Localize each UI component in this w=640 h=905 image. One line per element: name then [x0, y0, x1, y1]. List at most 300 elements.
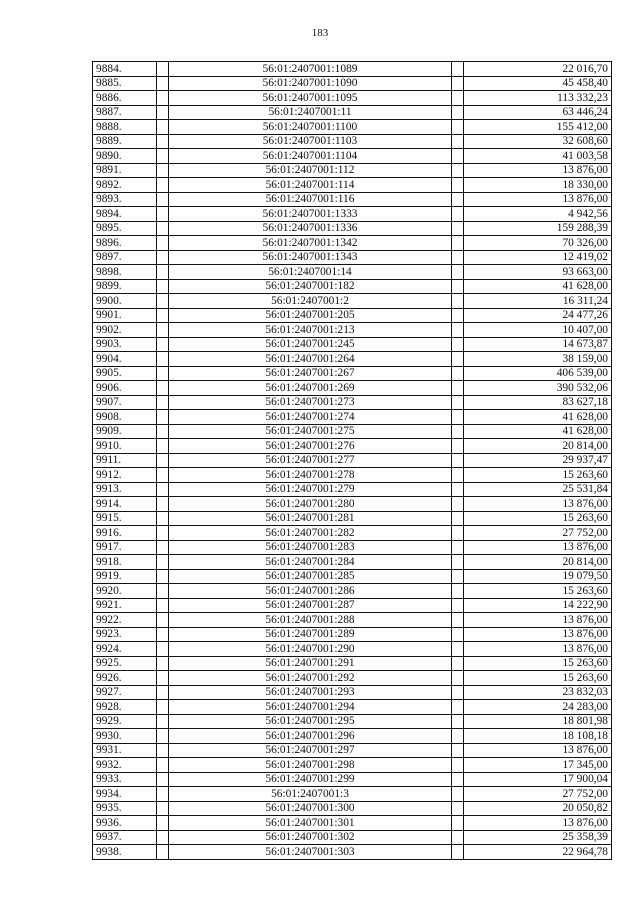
row-number-cell: 9902. [93, 323, 157, 338]
column-gap [157, 250, 169, 265]
table-row [93, 685, 612, 700]
column-gap [452, 801, 464, 816]
column-gap [452, 381, 464, 396]
cadastral-value-cell: 10 407,00 [464, 323, 612, 338]
row-number-cell: 9921. [93, 598, 157, 613]
column-gap [157, 120, 169, 135]
column-gap [157, 772, 169, 787]
cadastral-value-cell: 17 900,04 [464, 772, 612, 787]
row-number-cell: 9908. [93, 410, 157, 425]
cadastral-number-cell: 56:01:2407001:275 [169, 424, 452, 439]
cadastral-number-cell: 56:01:2407001:277 [169, 453, 452, 468]
cadastral-value-cell: 390 532,06 [464, 381, 612, 396]
cadastral-number-cell: 56:01:2407001:288 [169, 613, 452, 628]
table-row [93, 656, 612, 671]
column-gap [157, 758, 169, 773]
cadastral-value-cell: 159 288,39 [464, 221, 612, 236]
row-number-cell: 9912. [93, 468, 157, 483]
column-gap [452, 178, 464, 193]
cadastral-value-cell: 4 942,56 [464, 207, 612, 222]
column-gap [157, 410, 169, 425]
cadastral-number-cell: 56:01:2407001:1333 [169, 207, 452, 222]
column-gap [157, 540, 169, 555]
cadastral-value-cell: 15 263,60 [464, 584, 612, 599]
column-gap [157, 671, 169, 686]
table-row [93, 236, 612, 251]
row-number-cell: 9917. [93, 540, 157, 555]
cadastral-value-cell: 15 263,60 [464, 511, 612, 526]
row-number-cell: 9888. [93, 120, 157, 135]
cadastral-number-cell: 56:01:2407001:299 [169, 772, 452, 787]
table-row [93, 642, 612, 657]
cadastral-value-cell: 13 876,00 [464, 816, 612, 831]
row-number-cell: 9893. [93, 192, 157, 207]
table-row [93, 714, 612, 729]
row-number-cell: 9911. [93, 453, 157, 468]
column-gap [157, 497, 169, 512]
table-row [93, 497, 612, 512]
column-gap [157, 787, 169, 802]
column-gap [452, 743, 464, 758]
column-gap [452, 308, 464, 323]
cadastral-value-cell: 63 446,24 [464, 105, 612, 120]
column-gap [157, 221, 169, 236]
column-gap [157, 395, 169, 410]
cadastral-value-cell: 29 937,47 [464, 453, 612, 468]
cadastral-value-cell: 20 050,82 [464, 801, 612, 816]
row-number-cell: 9890. [93, 149, 157, 164]
cadastral-number-cell: 56:01:2407001:303 [169, 845, 452, 860]
column-gap [452, 845, 464, 860]
cadastral-value-cell: 32 608,60 [464, 134, 612, 149]
table-row [93, 627, 612, 642]
row-number-cell: 9916. [93, 526, 157, 541]
table-row [93, 91, 612, 106]
row-number-cell: 9914. [93, 497, 157, 512]
column-gap [452, 76, 464, 91]
cadastral-number-cell: 56:01:2407001:2 [169, 294, 452, 309]
cadastral-number-cell: 56:01:2407001:292 [169, 671, 452, 686]
column-gap [157, 91, 169, 106]
cadastral-number-cell: 56:01:2407001:283 [169, 540, 452, 555]
column-gap [452, 714, 464, 729]
column-gap [157, 76, 169, 91]
column-gap [157, 816, 169, 831]
row-number-cell: 9885. [93, 76, 157, 91]
row-number-cell: 9898. [93, 265, 157, 280]
column-gap [452, 337, 464, 352]
cadastral-number-cell: 56:01:2407001:281 [169, 511, 452, 526]
cadastral-value-cell: 13 876,00 [464, 192, 612, 207]
column-gap [452, 468, 464, 483]
cadastral-number-cell: 56:01:2407001:285 [169, 569, 452, 584]
cadastral-number-cell: 56:01:2407001:302 [169, 830, 452, 845]
table-body [93, 62, 612, 860]
row-number-cell: 9887. [93, 105, 157, 120]
cadastral-value-cell: 13 876,00 [464, 627, 612, 642]
cadastral-value-cell: 20 814,00 [464, 555, 612, 570]
column-gap [157, 642, 169, 657]
column-gap [157, 279, 169, 294]
cadastral-number-cell: 56:01:2407001:287 [169, 598, 452, 613]
cadastral-value-cell: 45 458,40 [464, 76, 612, 91]
cadastral-number-cell: 56:01:2407001:276 [169, 439, 452, 454]
cadastral-number-cell: 56:01:2407001:295 [169, 714, 452, 729]
column-gap [452, 758, 464, 773]
row-number-cell: 9909. [93, 424, 157, 439]
cadastral-number-cell: 56:01:2407001:1100 [169, 120, 452, 135]
row-number-cell: 9934. [93, 787, 157, 802]
cadastral-number-cell: 56:01:2407001:182 [169, 279, 452, 294]
column-gap [157, 352, 169, 367]
row-number-cell: 9904. [93, 352, 157, 367]
cadastral-number-cell: 56:01:2407001:1342 [169, 236, 452, 251]
column-gap [452, 584, 464, 599]
table-row [93, 816, 612, 831]
table-row [93, 323, 612, 338]
cadastral-number-cell: 56:01:2407001:1336 [169, 221, 452, 236]
column-gap [452, 526, 464, 541]
column-gap [157, 613, 169, 628]
cadastral-number-cell: 56:01:2407001:274 [169, 410, 452, 425]
column-gap [452, 366, 464, 381]
cadastral-value-cell: 20 814,00 [464, 439, 612, 454]
column-gap [452, 816, 464, 831]
cadastral-number-cell: 56:01:2407001:301 [169, 816, 452, 831]
column-gap [157, 729, 169, 744]
column-gap [452, 410, 464, 425]
row-number-cell: 9919. [93, 569, 157, 584]
table-row [93, 482, 612, 497]
row-number-cell: 9899. [93, 279, 157, 294]
table-row [93, 468, 612, 483]
table-row [93, 526, 612, 541]
cadastral-number-cell: 56:01:2407001:267 [169, 366, 452, 381]
table-row [93, 613, 612, 628]
column-gap [157, 555, 169, 570]
column-gap [452, 439, 464, 454]
table-row [93, 758, 612, 773]
table-row [93, 729, 612, 744]
cadastral-number-cell: 56:01:2407001:213 [169, 323, 452, 338]
cadastral-value-cell: 38 159,00 [464, 352, 612, 367]
cadastral-number-cell: 56:01:2407001:278 [169, 468, 452, 483]
column-gap [157, 685, 169, 700]
cadastral-number-cell: 56:01:2407001:290 [169, 642, 452, 657]
table-row [93, 381, 612, 396]
table-row [93, 439, 612, 454]
table-row [93, 149, 612, 164]
column-gap [452, 265, 464, 280]
row-number-cell: 9927. [93, 685, 157, 700]
column-gap [452, 294, 464, 309]
cadastral-value-cell: 27 752,00 [464, 526, 612, 541]
cadastral-value-cell: 83 627,18 [464, 395, 612, 410]
row-number-cell: 9920. [93, 584, 157, 599]
cadastral-value-cell: 13 876,00 [464, 743, 612, 758]
table-row [93, 250, 612, 265]
cadastral-number-cell: 56:01:2407001:11 [169, 105, 452, 120]
cadastral-value-cell: 155 412,00 [464, 120, 612, 135]
cadastral-number-cell: 56:01:2407001:264 [169, 352, 452, 367]
column-gap [452, 236, 464, 251]
column-gap [157, 134, 169, 149]
column-gap [157, 337, 169, 352]
column-gap [452, 91, 464, 106]
column-gap [452, 250, 464, 265]
cadastral-value-cell: 41 628,00 [464, 424, 612, 439]
column-gap [157, 192, 169, 207]
row-number-cell: 9895. [93, 221, 157, 236]
cadastral-value-cell: 41 003,58 [464, 149, 612, 164]
table-row [93, 62, 612, 77]
column-gap [452, 511, 464, 526]
column-gap [157, 526, 169, 541]
column-gap [157, 294, 169, 309]
column-gap [452, 497, 464, 512]
table-row [93, 279, 612, 294]
column-gap [452, 642, 464, 657]
column-gap [157, 511, 169, 526]
cadastral-number-cell: 56:01:2407001:296 [169, 729, 452, 744]
column-gap [452, 207, 464, 222]
cadastral-number-cell: 56:01:2407001:286 [169, 584, 452, 599]
cadastral-number-cell: 56:01:2407001:269 [169, 381, 452, 396]
column-gap [157, 265, 169, 280]
row-number-cell: 9931. [93, 743, 157, 758]
cadastral-value-cell: 23 832,03 [464, 685, 612, 700]
row-number-cell: 9925. [93, 656, 157, 671]
column-gap [452, 279, 464, 294]
column-gap [452, 569, 464, 584]
column-gap [452, 149, 464, 164]
cadastral-value-cell: 12 419,02 [464, 250, 612, 265]
cadastral-value-cell: 18 801,98 [464, 714, 612, 729]
cadastral-number-cell: 56:01:2407001:293 [169, 685, 452, 700]
row-number-cell: 9907. [93, 395, 157, 410]
row-number-cell: 9932. [93, 758, 157, 773]
cadastral-number-cell: 56:01:2407001:280 [169, 497, 452, 512]
row-number-cell: 9905. [93, 366, 157, 381]
table-row [93, 76, 612, 91]
cadastral-number-cell: 56:01:2407001:1095 [169, 91, 452, 106]
cadastral-number-cell: 56:01:2407001:205 [169, 308, 452, 323]
row-number-cell: 9924. [93, 642, 157, 657]
cadastral-value-cell: 17 345,00 [464, 758, 612, 773]
table-row [93, 221, 612, 236]
table-row [93, 453, 612, 468]
table-row [93, 424, 612, 439]
table-row [93, 511, 612, 526]
column-gap [452, 323, 464, 338]
cadastral-number-cell: 56:01:2407001:1104 [169, 149, 452, 164]
column-gap [157, 163, 169, 178]
cadastral-value-cell: 25 358,39 [464, 830, 612, 845]
cadastral-number-cell: 56:01:2407001:273 [169, 395, 452, 410]
cadastral-value-cell: 113 332,23 [464, 91, 612, 106]
column-gap [452, 453, 464, 468]
column-gap [157, 207, 169, 222]
cadastral-value-cell: 406 539,00 [464, 366, 612, 381]
table-row [93, 671, 612, 686]
column-gap [452, 613, 464, 628]
column-gap [157, 149, 169, 164]
table-row [93, 410, 612, 425]
cadastral-value-cell: 14 222,90 [464, 598, 612, 613]
column-gap [452, 62, 464, 77]
column-gap [452, 656, 464, 671]
row-number-cell: 9926. [93, 671, 157, 686]
table-row [93, 192, 612, 207]
cadastral-number-cell: 56:01:2407001:284 [169, 555, 452, 570]
cadastral-number-cell: 56:01:2407001:294 [169, 700, 452, 715]
column-gap [157, 439, 169, 454]
cadastral-value-cell: 41 628,00 [464, 410, 612, 425]
table-row [93, 395, 612, 410]
cadastral-value-cell: 22 964,78 [464, 845, 612, 860]
cadastral-number-cell: 56:01:2407001:291 [169, 656, 452, 671]
table-row [93, 845, 612, 860]
table-row [93, 801, 612, 816]
table-row [93, 337, 612, 352]
row-number-cell: 9922. [93, 613, 157, 628]
column-gap [157, 830, 169, 845]
row-number-cell: 9889. [93, 134, 157, 149]
column-gap [157, 743, 169, 758]
column-gap [452, 555, 464, 570]
cadastral-value-cell: 24 283,00 [464, 700, 612, 715]
column-gap [452, 105, 464, 120]
row-number-cell: 9901. [93, 308, 157, 323]
table-row [93, 163, 612, 178]
table-row [93, 743, 612, 758]
column-gap [157, 366, 169, 381]
column-gap [452, 192, 464, 207]
table-row [93, 598, 612, 613]
table-row [93, 700, 612, 715]
cadastral-number-cell: 56:01:2407001:289 [169, 627, 452, 642]
row-number-cell: 9891. [93, 163, 157, 178]
cadastral-value-cell: 18 330,00 [464, 178, 612, 193]
cadastral-value-cell: 15 263,60 [464, 468, 612, 483]
table-row [93, 265, 612, 280]
column-gap [452, 671, 464, 686]
table-row [93, 366, 612, 381]
column-gap [157, 178, 169, 193]
column-gap [452, 352, 464, 367]
cadastral-value-cell: 13 876,00 [464, 540, 612, 555]
table-row [93, 308, 612, 323]
row-number-cell: 9894. [93, 207, 157, 222]
column-gap [452, 787, 464, 802]
page-number: 183 [311, 27, 329, 39]
table-row [93, 207, 612, 222]
table-row [93, 120, 612, 135]
row-number-cell: 9933. [93, 772, 157, 787]
row-number-cell: 9915. [93, 511, 157, 526]
cadastral-number-cell: 56:01:2407001:1090 [169, 76, 452, 91]
table-row [93, 830, 612, 845]
row-number-cell: 9918. [93, 555, 157, 570]
row-number-cell: 9910. [93, 439, 157, 454]
row-number-cell: 9884. [93, 62, 157, 77]
cadastral-value-cell: 13 876,00 [464, 613, 612, 628]
column-gap [157, 627, 169, 642]
cadastral-value-cell: 13 876,00 [464, 497, 612, 512]
cadastral-value-cell: 16 311,24 [464, 294, 612, 309]
row-number-cell: 9896. [93, 236, 157, 251]
table-row [93, 178, 612, 193]
cadastral-number-cell: 56:01:2407001:245 [169, 337, 452, 352]
row-number-cell: 9906. [93, 381, 157, 396]
row-number-cell: 9900. [93, 294, 157, 309]
column-gap [157, 105, 169, 120]
column-gap [452, 540, 464, 555]
cadastral-value-cell: 22 016,70 [464, 62, 612, 77]
column-gap [452, 482, 464, 497]
table-row [93, 555, 612, 570]
column-gap [157, 656, 169, 671]
cadastral-number-cell: 56:01:2407001:297 [169, 743, 452, 758]
row-number-cell: 9935. [93, 801, 157, 816]
cadastral-value-cell: 27 752,00 [464, 787, 612, 802]
column-gap [157, 308, 169, 323]
cadastral-number-cell: 56:01:2407001:282 [169, 526, 452, 541]
row-number-cell: 9930. [93, 729, 157, 744]
table-row [93, 352, 612, 367]
table-row [93, 105, 612, 120]
cadastral-value-cell: 19 079,50 [464, 569, 612, 584]
column-gap [157, 381, 169, 396]
column-gap [157, 598, 169, 613]
cadastral-number-cell: 56:01:2407001:114 [169, 178, 452, 193]
cadastral-value-cell: 15 263,60 [464, 656, 612, 671]
column-gap [157, 323, 169, 338]
row-number-cell: 9936. [93, 816, 157, 831]
cadastral-value-cell: 24 477,26 [464, 308, 612, 323]
column-gap [157, 714, 169, 729]
column-gap [452, 830, 464, 845]
row-number-cell: 9928. [93, 700, 157, 715]
cadastral-value-cell: 18 108,18 [464, 729, 612, 744]
column-gap [157, 468, 169, 483]
table-row [93, 134, 612, 149]
column-gap [157, 584, 169, 599]
column-gap [157, 453, 169, 468]
cadastral-number-cell: 56:01:2407001:279 [169, 482, 452, 497]
cadastral-value-cell: 70 326,00 [464, 236, 612, 251]
cadastral-number-cell: 56:01:2407001:3 [169, 787, 452, 802]
row-number-cell: 9923. [93, 627, 157, 642]
column-gap [157, 62, 169, 77]
cadastral-number-cell: 56:01:2407001:1089 [169, 62, 452, 77]
cadastral-value-cell: 41 628,00 [464, 279, 612, 294]
cadastral-number-cell: 56:01:2407001:1103 [169, 134, 452, 149]
row-number-cell: 9886. [93, 91, 157, 106]
cadastral-number-cell: 56:01:2407001:116 [169, 192, 452, 207]
column-gap [452, 221, 464, 236]
table-row [93, 569, 612, 584]
column-gap [452, 700, 464, 715]
row-number-cell: 9913. [93, 482, 157, 497]
row-number-cell: 9897. [93, 250, 157, 265]
column-gap [157, 236, 169, 251]
cadastral-value-table [92, 61, 612, 860]
column-gap [157, 569, 169, 584]
column-gap [452, 598, 464, 613]
column-gap [157, 845, 169, 860]
table-row [93, 787, 612, 802]
